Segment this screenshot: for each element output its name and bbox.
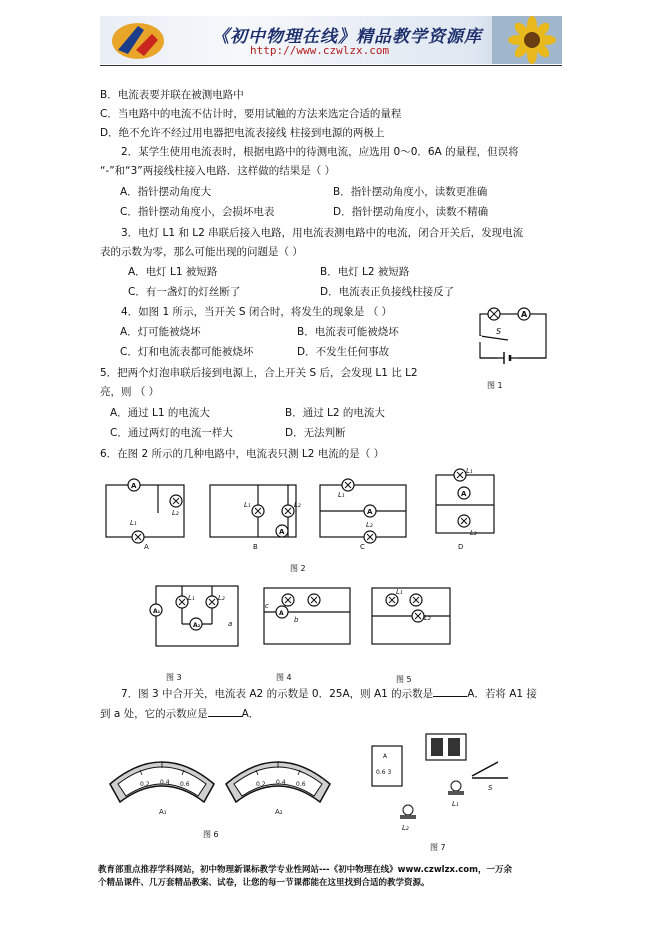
fig2-label-d: D (458, 543, 464, 551)
q7-stem-2a: 到 a 处，它的示数应是 (100, 708, 208, 720)
q7-stem-1 (121, 686, 537, 701)
meter-a1-label: A₁ (159, 808, 167, 816)
q3-stem-1: 3．电灯 L1 和 L2 串联后接入电路，用电流表测电路中的电流，闭合开关后，发现电流 (121, 227, 524, 239)
sunflower-icon (492, 16, 562, 64)
q7-stem-1a: 7．图 3 中合开关，电流表 A2 的示数是 0．25A，则 A1 的示数是 (121, 688, 434, 700)
figure-6-caption: 图 6 (203, 830, 219, 839)
q5-option-b: B．通过 L2 的电流大 (285, 407, 385, 419)
q7-stem-2 (100, 706, 259, 721)
figure-7-apparatus (368, 724, 518, 834)
q7-stem-2b: A． (241, 708, 260, 720)
svg-text:A: A (131, 482, 137, 490)
svg-text:A: A (383, 753, 388, 760)
q3-option-b: B．电灯 L2 被短路 (320, 266, 410, 278)
meter-a2-label: A₂ (275, 808, 283, 816)
fig1-label-s: S (496, 327, 502, 336)
q2-option-b: B．指针摆动角度小，读数更准确 (333, 186, 488, 198)
svg-text:L₂: L₂ (218, 594, 225, 602)
figure-3-caption: 图 3 (166, 673, 182, 682)
svg-text:0.6 3: 0.6 3 (376, 769, 392, 776)
q1-option-c: C．当电路中的电流不估计时，要用试触的方法来选定合适的量程 (100, 108, 402, 120)
q3-option-a: A．电灯 L1 被短路 (128, 266, 218, 278)
svg-text:L₁: L₁ (130, 519, 137, 527)
svg-text:0.6: 0.6 (296, 781, 306, 788)
q4-option-c: C．灯和电流表都可能被烧坏 (120, 346, 254, 358)
fig7-label-l2: L₂ (402, 824, 409, 832)
svg-text:A: A (279, 610, 284, 617)
svg-text:A: A (521, 310, 528, 319)
q5-option-d: D．无法判断 (285, 427, 346, 439)
q1-option-d: D．绝不允许不经过用电器把电流表接线 柱接到电源的两极上 (100, 127, 385, 139)
q3-stem-2: 表的示数为零，那么可能出现的问题是（ ） (100, 246, 303, 258)
q5-option-a: A．通过 L1 的电流大 (110, 407, 210, 419)
svg-text:A₂: A₂ (193, 622, 201, 629)
header-banner (100, 16, 562, 64)
fig4-label-b: b (294, 616, 299, 624)
logo-icon (108, 20, 168, 62)
footer-line-2: 个精品课件、几万套精品教案、试卷，让您的每一节课都能在这里找到合适的教学资源。 (98, 878, 430, 888)
header-rule (100, 65, 562, 66)
q5-stem-1: 5．把两个灯泡串联后接到电源上，合上开关 S 后，会发现 L1 比 L2 (100, 367, 418, 379)
fig2-label-b: B (253, 543, 258, 551)
header-url[interactable]: http://www.czwlzx.com (250, 44, 390, 57)
svg-text:L₂: L₂ (172, 509, 179, 517)
q5-option-c: C．通过两灯的电流一样大 (110, 427, 233, 439)
q2-stem-2: “-”和“3”两接线柱接入电路．这样做的结果是（ ） (100, 165, 336, 177)
q4-option-d: D．不发生任何事故 (297, 346, 390, 358)
q5-stem-2: 亮，则 （ ） (100, 386, 160, 398)
fig7-label-s: S (488, 784, 493, 792)
fig3-label-a: a (228, 620, 233, 628)
figure-5-caption: 图 5 (396, 675, 412, 684)
svg-text:L₁: L₁ (188, 594, 195, 602)
fig7-label-l1: L₁ (452, 800, 459, 808)
svg-text:0.2: 0.2 (256, 781, 266, 788)
q2-option-c: C．指针摆动角度小，会损坏电表 (120, 206, 275, 218)
svg-text:0.6: 0.6 (180, 781, 190, 788)
svg-text:L₁: L₁ (244, 501, 251, 509)
svg-text:L₁: L₁ (466, 467, 473, 475)
svg-text:L₂: L₂ (470, 529, 477, 537)
svg-text:L₂: L₂ (424, 614, 431, 622)
q3-option-c: C．有一盏灯的灯丝断了 (128, 286, 241, 298)
svg-text:A: A (461, 490, 467, 498)
q4-stem: 4．如图 1 所示，当开关 S 闭合时，将发生的现象是 （ ） (121, 306, 393, 318)
figure-2-circuits (98, 465, 508, 555)
svg-text:0.4: 0.4 (276, 779, 286, 786)
footer-line-1: 教育部重点推荐学科网站，初中物理新课标教学专业性网站---《初中物理在线》www.czwlzx.com，一万余 (98, 865, 512, 875)
figure-7-caption: 图 7 (430, 843, 446, 852)
svg-text:0.4: 0.4 (160, 779, 170, 786)
fig2-label-c: C (360, 543, 365, 551)
svg-text:A: A (367, 508, 373, 516)
svg-text:L₁: L₁ (338, 491, 345, 499)
q7-stem-1b: A．若将 A1 接 (467, 688, 537, 700)
figure-4-caption: 图 4 (276, 673, 292, 682)
svg-text:L₁: L₁ (396, 588, 403, 596)
figure-1-circuit (468, 300, 558, 370)
fig4-label-c: c (265, 602, 269, 610)
svg-text:0.2: 0.2 (140, 781, 150, 788)
q4-option-b: B．电流表可能被烧坏 (297, 326, 399, 338)
q7-blank-2[interactable] (208, 706, 242, 717)
fig2-label-a: A (144, 543, 149, 551)
svg-text:L₂: L₂ (294, 501, 301, 509)
figure-6-ammeters (104, 744, 340, 820)
q4-option-a: A．灯可能被烧坏 (120, 326, 201, 338)
q7-blank-1[interactable] (433, 686, 467, 697)
q3-option-d: D．电流表正负接线柱接反了 (320, 286, 455, 298)
q2-option-d: D．指针摆动角度小，读数不精确 (333, 206, 489, 218)
figures-3-4-5-circuits (148, 580, 468, 658)
figure-1-caption: 图 1 (487, 381, 503, 390)
header-title: 《初中物理在线》精品教学资源库 (212, 27, 482, 47)
q2-option-a: A．指针摆动角度大 (120, 186, 212, 198)
svg-text:A₁: A₁ (153, 608, 161, 615)
svg-text:L₂: L₂ (366, 521, 373, 529)
figure-2-caption: 图 2 (290, 564, 306, 573)
q1-option-b: B．电流表要并联在被测电路中 (100, 89, 244, 101)
q2-stem-1: 2．某学生使用电流表时，根据电路中的待测电流，应选用 0～0．6A 的量程，但误将 (121, 146, 519, 158)
q6-stem: 6．在图 2 所示的几种电路中，电流表只测 L2 电流的是（ ） (100, 448, 385, 460)
svg-text:A: A (279, 528, 285, 536)
